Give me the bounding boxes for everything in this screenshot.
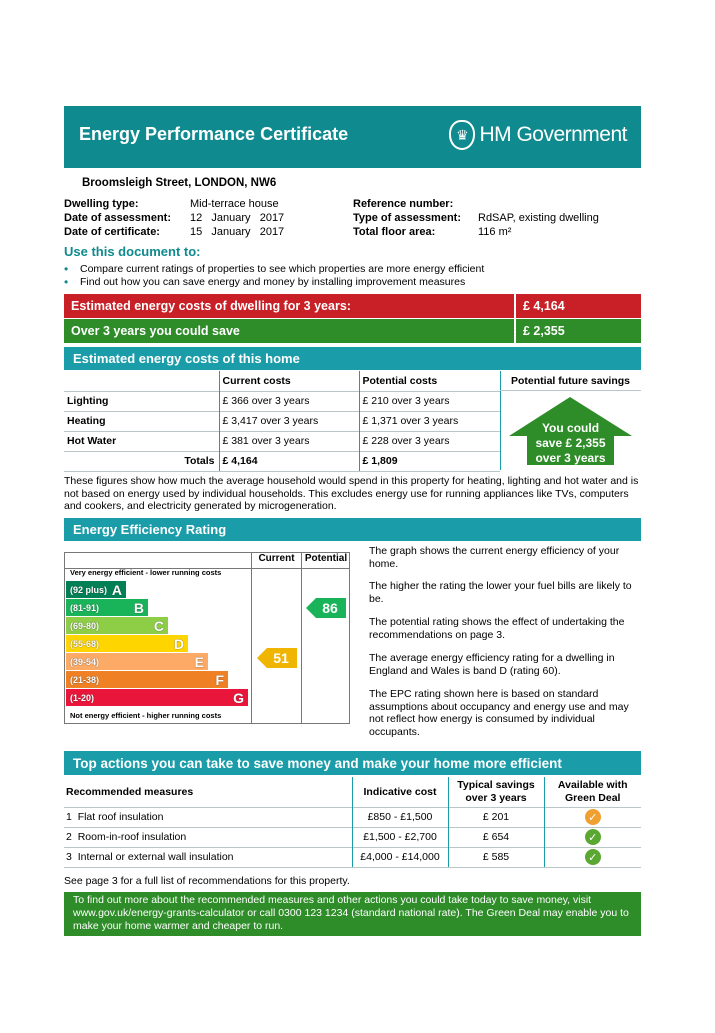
band-range: (1-20)	[70, 692, 95, 703]
table-row	[64, 431, 500, 451]
bullet-icon: •	[64, 262, 69, 276]
band-g	[66, 689, 248, 706]
band-b	[66, 599, 148, 616]
green-deal-cell	[544, 847, 641, 867]
green-deal-header: Available with Green Deal	[544, 777, 641, 807]
savings-bar	[64, 319, 514, 343]
table-row	[64, 411, 500, 431]
totals-label: Totals	[64, 451, 219, 471]
measure-cell	[64, 847, 352, 867]
list-item	[64, 262, 484, 276]
eer-paragraph: The average energy efficiency rating for a dwelling in England and Wales is band D (rating 60).	[369, 652, 615, 677]
measure-name: Flat roof insulation	[77, 811, 164, 823]
estimated-cost-value-box	[516, 294, 641, 318]
blank-header	[64, 371, 219, 391]
assessment-type-value: RdSAP, existing dwelling	[478, 212, 599, 224]
cost-header: Indicative cost	[352, 777, 448, 807]
footer-line: www.gov.uk/energy-grants-calculator or call 0300 123 1234 (standard national rate). The Green Deal may enable you to	[73, 907, 629, 919]
measure-name: Room-in-roof insulation	[77, 831, 187, 843]
band-c	[66, 617, 168, 634]
current-costs-header: Current costs	[219, 371, 359, 391]
eer-paragraph: The potential rating shows the effect of undertaking the recommendations on page 3.	[369, 616, 625, 641]
eer-current-divider	[251, 552, 252, 724]
band-letter: E	[194, 653, 204, 670]
band-letter: D	[173, 635, 184, 652]
indicative-cost: £850 - £1,500	[352, 807, 448, 827]
green-deal-cell	[544, 827, 641, 847]
band-range: (69-80)	[70, 620, 100, 631]
indicative-cost: £1,500 - £2,700	[352, 827, 448, 847]
potential-cost: £ 210 over 3 years	[359, 391, 500, 411]
typical-savings: £ 585	[448, 847, 544, 867]
arrow-line: You could	[541, 421, 600, 435]
estimated-cost-value: £ 4,164	[523, 299, 565, 313]
savings-arrow-text	[519, 421, 622, 466]
band-letter: G	[233, 689, 244, 706]
measure-cell	[64, 827, 352, 847]
footer-line: make your home warmer and cheaper to run.	[73, 920, 284, 932]
table-row	[64, 847, 641, 867]
costs-heading-text: Estimated energy costs of this home	[73, 351, 300, 366]
band-letter: C	[153, 617, 164, 634]
green-deal-cell	[544, 807, 641, 827]
footer-line: To find out more about the recommended measures and other actions you could take today to save money, visit	[73, 894, 592, 906]
list-item	[64, 275, 465, 289]
measure-cell	[64, 807, 352, 827]
band-range: (55-68)	[70, 638, 100, 649]
actions-section-heading	[64, 751, 641, 775]
costs-section-heading	[64, 347, 641, 370]
page-title: Energy Performance Certificate	[79, 124, 349, 144]
savings-label: Over 3 years you could save	[71, 324, 240, 338]
assessment-date-value: 12 January 2017	[190, 212, 285, 224]
potential-cost: £ 1,371 over 3 years	[359, 411, 500, 431]
band-letter: F	[215, 671, 224, 688]
energy-costs-table	[64, 371, 500, 472]
future-savings-header: Potential future savings	[500, 371, 641, 391]
table-row	[64, 827, 641, 847]
typical-savings: £ 654	[448, 827, 544, 847]
typical-savings: £ 201	[448, 807, 544, 827]
reference-number-label: Reference number:	[353, 198, 454, 210]
bullet-text: Find out how you can save energy and money by installing improvement measures	[80, 276, 466, 288]
band-f	[66, 671, 228, 688]
check-icon: ✓	[585, 849, 601, 865]
indicative-cost: £4,000 - £14,000	[352, 847, 448, 867]
table-row	[64, 391, 500, 411]
arrow-line: over 3 years	[535, 451, 606, 465]
header-banner	[64, 106, 641, 168]
eer-current-header: Current	[258, 553, 295, 564]
certificate-date-label: Date of certificate:	[64, 226, 160, 238]
crown-crest-icon: ♛	[449, 120, 475, 150]
dwelling-type-label: Dwelling type:	[64, 198, 139, 210]
eer-potential-header: Potential	[304, 553, 348, 564]
assessment-date-label: Date of assessment:	[64, 212, 171, 224]
brand-name: HM Government	[479, 123, 627, 146]
savings-value: £ 2,355	[523, 324, 565, 338]
row-label: Hot Water	[64, 431, 219, 451]
costs-explanation: These figures show how much the average household would spend in this property for heating, lighting and hot water and is not based on energy used by individual households. This excludes energy use for running appliances like TVs, computers and cookers, and electricity generated by microgeneration.	[64, 475, 639, 512]
see-page-note: See page 3 for a full list of recommendations for this property.	[64, 875, 350, 887]
row-label: Lighting	[64, 391, 219, 411]
band-range: (92 plus)	[70, 584, 108, 595]
certificate-date-value: 15 January 2017	[190, 226, 285, 238]
floor-area-label: Total floor area:	[353, 226, 436, 238]
current-rating-value: 51	[273, 650, 289, 666]
savings-value-box	[516, 319, 641, 343]
band-range: (21-38)	[70, 674, 100, 685]
current-cost: £ 3,417 over 3 years	[219, 411, 359, 431]
eer-bottom-note: Not energy efficient - higher running costs	[70, 711, 222, 720]
potential-costs-header: Potential costs	[359, 371, 500, 391]
property-address: Broomsleigh Street, LONDON, NW6	[82, 177, 277, 189]
eer-paragraph: The graph shows the current energy efficiency of your home.	[369, 545, 620, 570]
bullet-icon: •	[64, 275, 69, 289]
footer-info-box	[64, 892, 641, 936]
eer-paragraph: The EPC rating shown here is based on standard assumptions about occupancy and energy use and may not reflect how energy is consumed by individual occupants.	[369, 688, 629, 738]
arrow-line: save £ 2,355	[535, 436, 606, 450]
eer-section-heading	[64, 518, 641, 541]
recommended-actions-table	[64, 777, 641, 868]
measure-number: 2	[66, 831, 72, 843]
dwelling-type-value: Mid-terrace house	[190, 198, 279, 210]
floor-area-value: 116 m²	[478, 226, 512, 238]
table-row	[64, 807, 641, 827]
use-document-heading: Use this document to:	[64, 244, 201, 259]
band-e	[66, 653, 208, 670]
eer-bands	[66, 581, 250, 706]
band-d	[66, 635, 188, 652]
totals-row	[64, 451, 500, 471]
check-icon: ✓	[585, 829, 601, 845]
estimated-cost-label: Estimated energy costs of dwelling for 3 years:	[71, 299, 351, 313]
assessment-type-label: Type of assessment:	[353, 212, 462, 224]
total-potential: £ 1,809	[359, 451, 500, 471]
row-label: Heating	[64, 411, 219, 431]
measure-number: 1	[66, 811, 72, 823]
check-icon: ✓	[585, 809, 601, 825]
eer-potential-divider	[301, 552, 302, 724]
current-cost: £ 366 over 3 years	[219, 391, 359, 411]
band-range: (39-54)	[70, 656, 100, 667]
measure-number: 3	[66, 851, 72, 863]
potential-rating-value: 86	[322, 600, 338, 616]
current-cost: £ 381 over 3 years	[219, 431, 359, 451]
band-letter: A	[111, 581, 122, 598]
savings-header: Typical savings over 3 years	[448, 777, 544, 807]
hm-government-logo	[449, 120, 627, 150]
eer-heading-text: Energy Efficiency Rating	[73, 522, 227, 537]
band-range: (81-91)	[70, 602, 100, 613]
measures-header: Recommended measures	[66, 785, 194, 798]
bullet-text: Compare current ratings of properties to see which properties are more energy efficient	[80, 263, 485, 275]
actions-heading-text: Top actions you can take to save money and make your home more efficient	[73, 755, 562, 771]
estimated-cost-bar	[64, 294, 514, 318]
potential-cost: £ 228 over 3 years	[359, 431, 500, 451]
measure-name: Internal or external wall insulation	[77, 851, 234, 863]
band-a	[66, 581, 126, 598]
eer-top-note: Very energy efficient - lower running costs	[70, 568, 222, 577]
band-letter: B	[133, 599, 144, 616]
total-current: £ 4,164	[219, 451, 359, 471]
eer-paragraph: The higher the rating the lower your fuel bills are likely to be.	[369, 580, 632, 605]
